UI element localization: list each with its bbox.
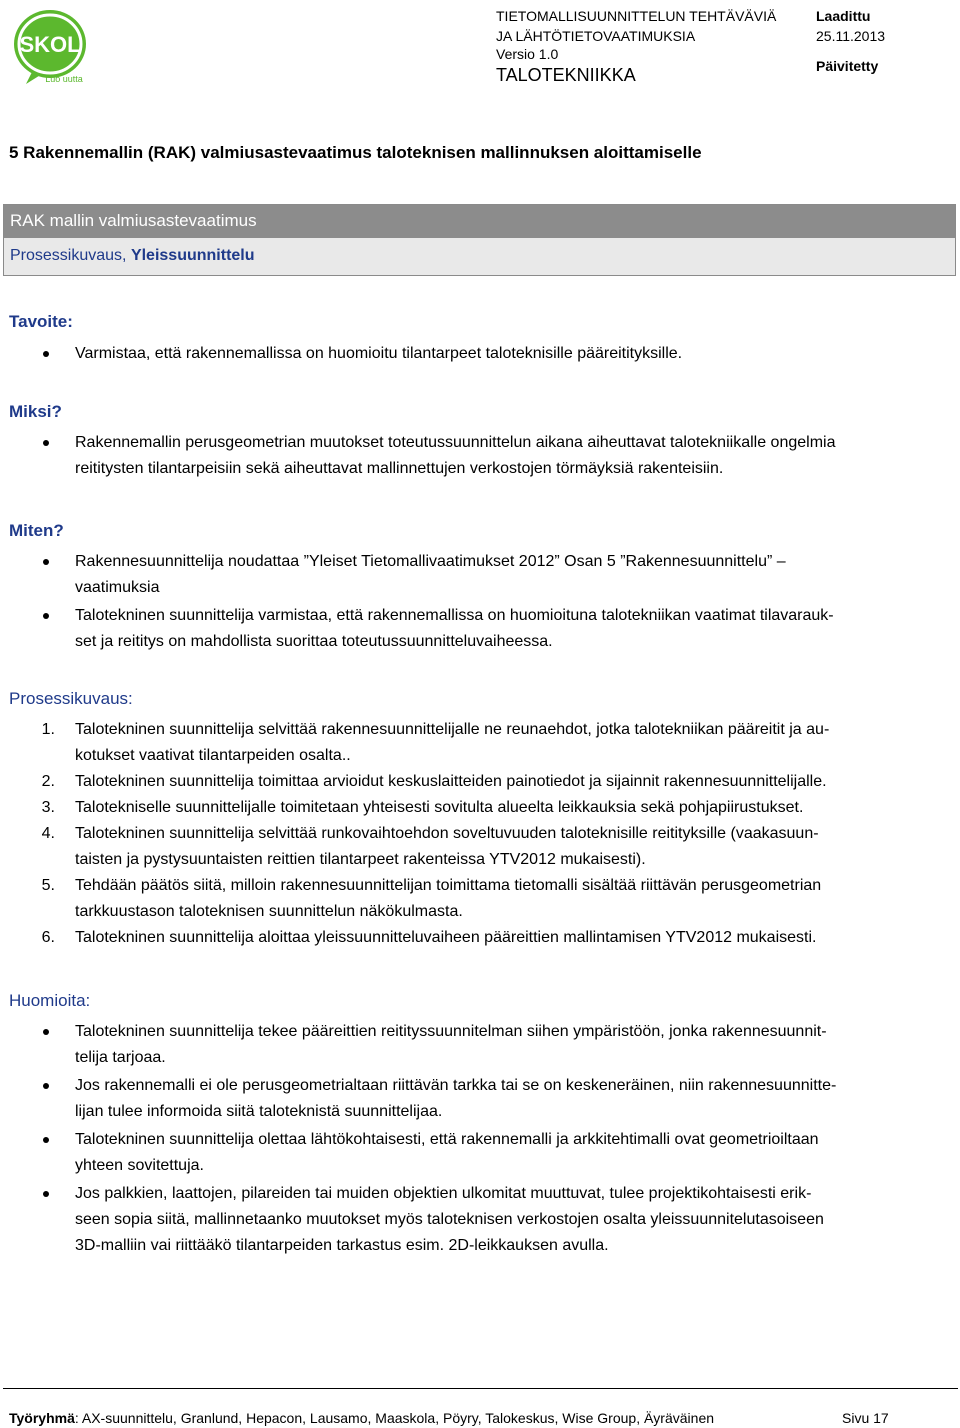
- bullet-icon: [43, 1083, 49, 1089]
- list-item-line: Talotekninen suunnittelija selvittää runkovaihtoehdon soveltuvuuden taloteknisille reitityksille (vaakasuun-: [75, 825, 819, 842]
- bullet-icon: [43, 613, 49, 619]
- requirement-box-title: RAK mallin valmiusastevaatimus: [10, 211, 257, 230]
- list-item-line: yhteen sovitettuja.: [75, 1157, 204, 1174]
- doc-title-line1: TIETOMALLISUUNNITTELUN TEHTÄVÄVIÄ: [496, 8, 777, 24]
- doc-title-line2: JA LÄHTÖTIETOVAATIMUKSIA: [496, 28, 696, 44]
- heading-miten: Miten?: [9, 521, 64, 540]
- list-item-line: seen sopia siitä, mallinnetaanko muutokset myös taloteknisen verkostojen osalta yleissuunnitelutasoiseen: [75, 1211, 824, 1228]
- heading-prosessikuvaus: Prosessikuvaus:: [9, 689, 133, 708]
- logo-text: SKOL: [19, 32, 81, 57]
- list-item-line: Talotekninen suunnittelija selvittää rakennesuunnittelijalle ne reunaehdot, jotka talotekniikan pääreitit ja au-: [75, 721, 830, 738]
- created-date: 25.11.2013: [816, 28, 886, 44]
- footer-team: [9, 1410, 714, 1426]
- footer-text: : AX-suunnittelu, Granlund, Hepacon, Lausamo, Maaskola, Pöyry, Talokeskus, Wise Group, Äyräväinen: [74, 1410, 715, 1426]
- list-item-line: Tehdään päätös siitä, milloin rakennesuunnittelijan toimittama tietomalli sisältää riittävän perusgeometrian: [75, 877, 822, 894]
- list-item-line: Talotekninen suunnittelija aloittaa yleissuunnitteluvaiheen pääreittien mallintamisen YTV2012 mukaisesti.: [75, 929, 817, 946]
- requirement-box: [3, 204, 956, 276]
- bullet-icon: [43, 1191, 49, 1197]
- list-item-line: set ja reititys on mahdollista suorittaa toteutussuunnitteluvaiheessa.: [75, 633, 553, 650]
- list-item-line: Rakennemallin perusgeometrian muutokset toteutussuunnittelun aikana aiheuttavat talotekniikalle ongelmia: [75, 434, 836, 451]
- list-item-line: Rakennesuunnittelija noudattaa ”Yleiset Tietomallivaatimukset 2012” Osan 5 ”Rakennesuunnittelu” –: [75, 553, 786, 570]
- list-item-line: telija tarjoaa.: [75, 1049, 166, 1066]
- list-item-line: reititysten tilantarpeisiin sekä aiheuttavat mallinnettujen verkostojen törmäyksiä rakenteisiin.: [75, 460, 724, 477]
- skol-logo: [12, 6, 92, 86]
- list-number: 2.: [41, 773, 55, 790]
- list-item-line: Talotekninen suunnittelija olettaa lähtökohtaisesti, että rakennemalli ja arkkitehtimalli ovat geometrioiltaan: [75, 1131, 819, 1148]
- footer-rule: [3, 1388, 958, 1389]
- list-item-line: Jos palkkien, laattojen, pilareiden tai muiden objektien ulkomitat muuttuvat, tulee projektikohtaisesti erik-: [75, 1185, 812, 1202]
- list-item-line: Talotekninen suunnittelija varmistaa, että rakennemallissa on huomioituna talotekniikan vaatimat tilavarauk-: [75, 607, 834, 624]
- heading-tavoite: Tavoite:: [9, 312, 73, 331]
- list-item-line: Jos rakennemalli ei ole perusgeometrialtaan riittävän tarkka tai se on keskeneräinen, niin rakennesuunnitte-: [75, 1077, 837, 1094]
- list-number: 3.: [41, 799, 55, 816]
- updated-label: Päivitetty: [816, 58, 879, 74]
- list-item-line: Talotekninen suunnittelija tekee pääreittien reitityssuunnitelman siihen ympäristöön, jonka rakennesuunnit-: [75, 1023, 827, 1040]
- bullet-icon: [43, 559, 49, 565]
- list-item-line: kotukset vaativat tilantarpeiden osalta..: [75, 747, 351, 764]
- list-item-line: tarkkuustason taloteknisen suunnittelun näkökulmasta.: [75, 903, 463, 920]
- page-number: Sivu 17: [842, 1410, 889, 1426]
- bullet-icon: [43, 1137, 49, 1143]
- list-item-line: taisten ja pystysuuntaisten reittien tilantarpeet rakenteissa YTV2012 mukaisesti).: [75, 851, 646, 868]
- bullet-icon: [43, 1029, 49, 1035]
- footer-label: Työryhmä: [9, 1410, 75, 1426]
- list-item-line: 3D-malliin vai riittääkö tilantarpeiden tarkastus esim. 2D-leikkauksen avulla.: [75, 1237, 609, 1254]
- heading-miksi: Miksi?: [9, 402, 62, 421]
- bullet-icon: [43, 351, 49, 357]
- list-item-line: vaatimuksia: [75, 579, 160, 596]
- list-item-line: Varmistaa, että rakennemallissa on huomioitu tilantarpeet taloteknisille pääreitityksille.: [75, 345, 683, 362]
- list-item-line: Talotekniselle suunnittelijalle toimitetaan yhteisesti sovitulta alueelta leikkauksia sekä pohjapiirustukset.: [75, 799, 804, 816]
- bullet-icon: [43, 440, 49, 446]
- logo-tagline: Luo uutta: [45, 74, 83, 84]
- doc-section: TALOTEKNIIKKA: [496, 65, 636, 85]
- list-item-line: lijan tulee informoida siitä taloteknistä suunnittelijaa.: [75, 1103, 443, 1120]
- list-number: 4.: [41, 825, 55, 842]
- list-item-line: Talotekninen suunnittelija toimittaa arvioidut keskuslaitteiden painotiedot ja sijainnit rakennesuunnittelijalle.: [75, 773, 827, 790]
- heading-huomioita: Huomioita:: [9, 991, 91, 1010]
- doc-version: Versio 1.0: [496, 46, 559, 62]
- chapter-title: 5 Rakennemallin (RAK) valmiusastevaatimus taloteknisen mallinnuksen aloittamiselle: [9, 143, 702, 162]
- created-label: Laadittu: [816, 8, 871, 24]
- list-number: 5.: [41, 877, 55, 894]
- list-number: 6.: [41, 929, 55, 946]
- process-value: Yleissuunnittelu: [130, 247, 255, 264]
- list-number: 1.: [41, 721, 55, 738]
- process-phase: [10, 247, 255, 265]
- process-label: Prosessikuvaus,: [10, 247, 131, 264]
